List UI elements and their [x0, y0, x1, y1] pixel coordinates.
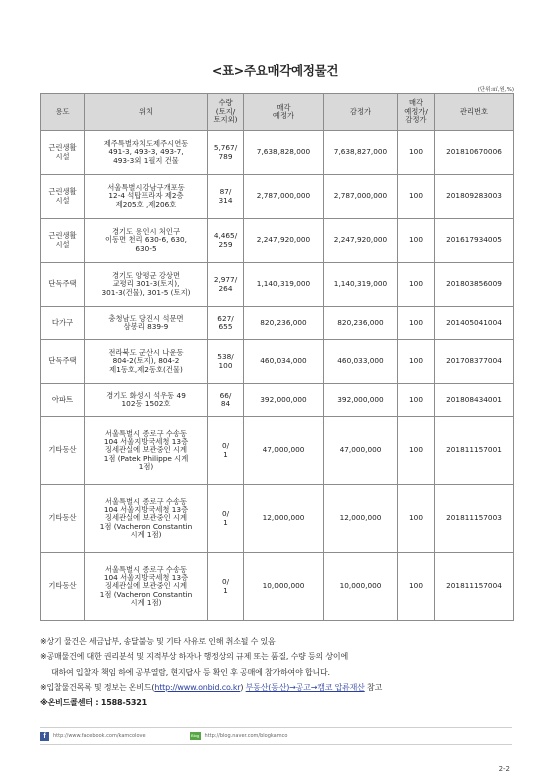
quantity-cell: 5,767/ 789 [208, 131, 244, 175]
header-quantity: 수량 (토지/ 토지외) [208, 94, 244, 131]
header-appraisal: 감정가 [324, 94, 398, 131]
location-cell: 서울특별시강남구개포동 12-4 석탑프라자 제2층 제205호 ,제206호 [85, 175, 208, 219]
mgmt-no-cell: 201809283003 [435, 175, 514, 219]
ratio-cell: 100 [398, 131, 435, 175]
appraisal-cell: 2,787,000,000 [324, 175, 398, 219]
location-cell: 경기도 화성시 석우동 49 102동 1502호 [85, 384, 208, 417]
mgmt-no-cell: 201811157004 [435, 553, 514, 621]
quantity-cell: 87/ 314 [208, 175, 244, 219]
appraisal-cell: 1,140,319,000 [324, 263, 398, 307]
footer-bar [40, 727, 512, 745]
table-row [41, 384, 514, 417]
quantity-cell: 538/ 100 [208, 340, 244, 384]
notes [40, 634, 520, 710]
note-rights: ※공매물건에 대한 권리분석 및 지적부상 하자나 행정상의 규제 또는 품질, 수량 등의 상이에 [40, 652, 348, 662]
note-rights-cont: 대하여 입찰자 책임 하에 공부열람, 현지답사 등 확인 후 공매에 참가하여야 합니다. [51, 667, 330, 677]
note-onbid [40, 680, 520, 695]
sale-price-cell: 12,000,000 [244, 485, 324, 553]
use-cell: 근린생활 시설 [41, 175, 85, 219]
table-row [41, 553, 514, 621]
ratio-cell: 100 [398, 175, 435, 219]
appraisal-cell: 392,000,000 [324, 384, 398, 417]
mgmt-no-cell: 201810670006 [435, 131, 514, 175]
blog-icon[interactable]: Blog [191, 733, 200, 738]
sale-price-cell: 7,638,828,000 [244, 131, 324, 175]
mgmt-no-cell: 201708377004 [435, 340, 514, 384]
header-location: 위치 [85, 94, 208, 131]
ratio-cell: 100 [398, 417, 435, 485]
page-number: 2-2 [498, 765, 510, 773]
appraisal-cell: 2,247,920,000 [324, 219, 398, 263]
sale-items-table [40, 93, 514, 621]
ratio-cell: 100 [398, 485, 435, 553]
mgmt-no-cell: 201811157003 [435, 485, 514, 553]
table-row [41, 340, 514, 384]
sale-price-cell: 392,000,000 [244, 384, 324, 417]
table-row [41, 307, 514, 340]
sale-price-cell: 10,000,000 [244, 553, 324, 621]
onbid-path-link[interactable]: 부동산(동산)→공고→캠코 압류재산 [245, 682, 365, 692]
onbid-link[interactable]: http://www.onbid.co.kr [154, 682, 241, 692]
note-onbid-pre: ※입찰물건목록 및 정보는 온비드( [40, 682, 155, 692]
appraisal-cell: 460,033,000 [324, 340, 398, 384]
location-cell: 경기도 양평군 강상면 교평리 301-3(토지), 301-3(건물), 301-5 (토지) [85, 263, 208, 307]
sale-price-cell: 2,787,000,000 [244, 175, 324, 219]
note-onbid-mid: ) [240, 682, 246, 692]
blog-url[interactable]: http://blog.naver.com/blogkamco [204, 733, 288, 739]
facebook-icon[interactable]: f [40, 732, 49, 741]
table-row [41, 417, 514, 485]
use-cell: 근린생활 시설 [41, 219, 85, 263]
appraisal-cell: 12,000,000 [324, 485, 398, 553]
ratio-cell: 100 [398, 384, 435, 417]
use-cell: 다가구 [41, 307, 85, 340]
ratio-cell: 100 [398, 263, 435, 307]
location-cell: 서울특별시 종로구 수송동 104 서울지방국세청 13층 징세관실에 보관중인 시계 1점 (Vacheron Constantin 시계 1점) [85, 553, 208, 621]
quantity-cell: 2,977/ 264 [208, 263, 244, 307]
header-sale-price: 매각 예정가 [244, 94, 324, 131]
table-row [41, 263, 514, 307]
sale-price-cell: 47,000,000 [244, 417, 324, 485]
location-cell: 서울특별시 종로구 수송동 104 서울지방국세청 13층 징세관실에 보관중인 시계 1점 (Vacheron Constantin 시계 1점) [85, 485, 208, 553]
appraisal-cell: 47,000,000 [324, 417, 398, 485]
use-cell: 기타동산 [41, 417, 85, 485]
note-onbid-post: 참고 [364, 682, 383, 692]
table-row [41, 219, 514, 263]
use-cell: 기타동산 [41, 553, 85, 621]
table-row [41, 131, 514, 175]
mgmt-no-cell: 201808434001 [435, 384, 514, 417]
mgmt-no-cell: 201803856009 [435, 263, 514, 307]
use-cell: 근린생활 시설 [41, 131, 85, 175]
unit-label: (단위:㎡,원,%) [477, 87, 514, 93]
quantity-cell: 4,465/ 259 [208, 219, 244, 263]
quantity-cell: 66/ 84 [208, 384, 244, 417]
ratio-cell: 100 [398, 553, 435, 621]
appraisal-cell: 7,638,827,000 [324, 131, 398, 175]
page-title: <표>주요매각예정물건 [211, 63, 339, 78]
table-row [41, 485, 514, 553]
ratio-cell: 100 [398, 307, 435, 340]
note-callcenter: ※온비드콜센터 : 1588-5321 [40, 698, 147, 708]
header-use: 용도 [41, 94, 85, 131]
use-cell: 단독주택 [41, 263, 85, 307]
note-cancel: ※상기 물건은 세금납부, 송달불능 및 기타 사유로 인해 취소될 수 있음 [40, 637, 276, 646]
location-cell: 서울특별시 종로구 수송동 104 서울지방국세청 13층 징세관실에 보관중인 시계 1점 (Patek Philippe 시계 1점) [85, 417, 208, 485]
appraisal-cell: 820,236,000 [324, 307, 398, 340]
location-cell: 제주특별자치도제주시연동 491-3, 493-3, 493-7, 493-3외 1필지 건물 [85, 131, 208, 175]
header-mgmt-no: 관리번호 [435, 94, 514, 131]
location-cell: 충청남도 당진시 석문면 삼봉리 839-9 [85, 307, 208, 340]
quantity-cell: 0/ 1 [208, 417, 244, 485]
use-cell: 아파트 [41, 384, 85, 417]
quantity-cell: 0/ 1 [208, 553, 244, 621]
header-ratio: 매각 예정가/ 감정가 [398, 94, 435, 131]
location-cell: 전라북도 군산시 나운동 804-2(토지), 804-2 제1동호,제2동호(건물) [85, 340, 208, 384]
table-header-row [41, 94, 514, 131]
sale-price-cell: 460,034,000 [244, 340, 324, 384]
quantity-cell: 627/ 655 [208, 307, 244, 340]
ratio-cell: 100 [398, 219, 435, 263]
sale-price-cell: 1,140,319,000 [244, 263, 324, 307]
use-cell: 기타동산 [41, 485, 85, 553]
quantity-cell: 0/ 1 [208, 485, 244, 553]
mgmt-no-cell: 201405041004 [435, 307, 514, 340]
facebook-url[interactable]: http://www.facebook.com/kamcolove [53, 733, 146, 739]
mgmt-no-cell: 201617934005 [435, 219, 514, 263]
sale-price-cell: 2,247,920,000 [244, 219, 324, 263]
location-cell: 경기도 용인시 처인구 이동면 천리 630-6, 630, 630-5 [85, 219, 208, 263]
use-cell: 단독주택 [41, 340, 85, 384]
ratio-cell: 100 [398, 340, 435, 384]
table-row [41, 175, 514, 219]
appraisal-cell: 10,000,000 [324, 553, 398, 621]
mgmt-no-cell: 201811157001 [435, 417, 514, 485]
sale-price-cell: 820,236,000 [244, 307, 324, 340]
